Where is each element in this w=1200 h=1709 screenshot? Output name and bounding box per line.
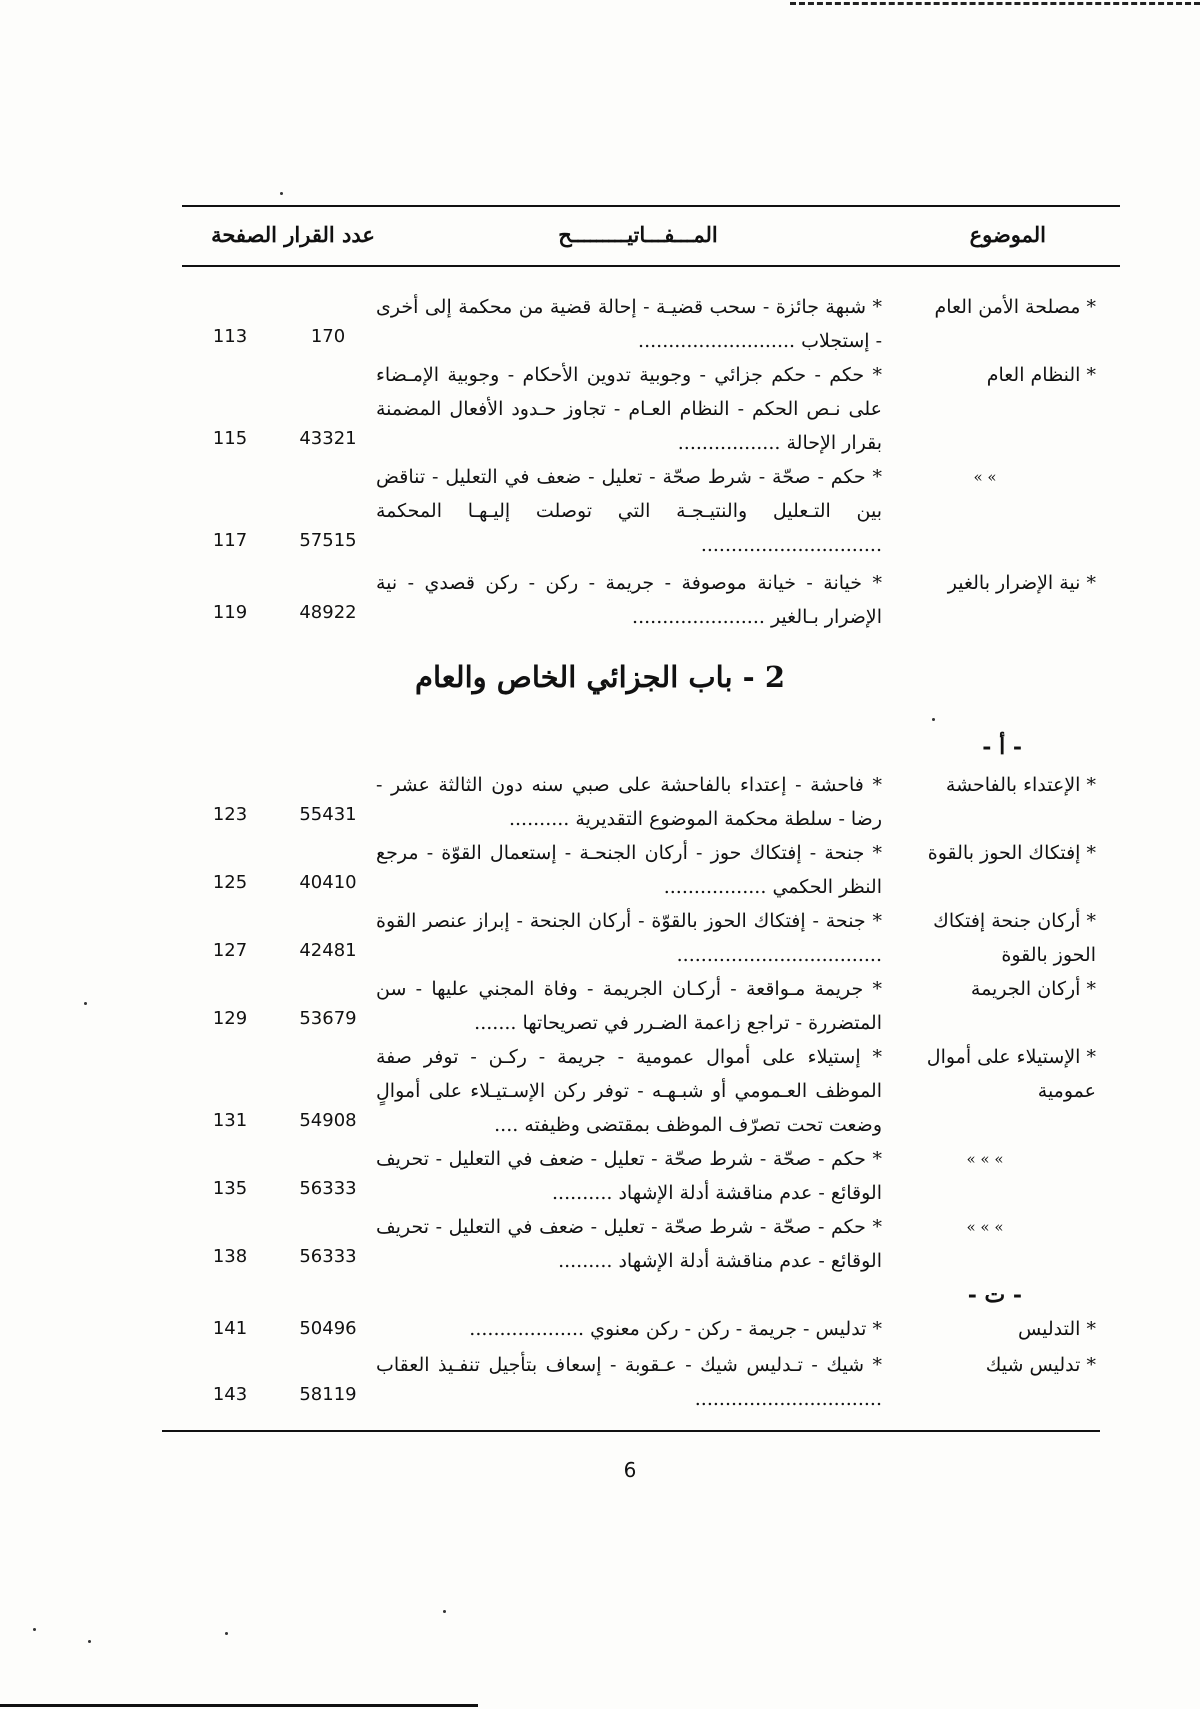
row-page: 115	[212, 428, 248, 449]
scan-speck	[88, 1640, 91, 1643]
row-topic: * النظام العام	[986, 364, 1096, 386]
row-decision: 42481	[299, 940, 357, 961]
header-bottom-rule	[182, 265, 1120, 267]
letter-heading-t: - ت -	[967, 1282, 1022, 1308]
bottom-scan-edge	[0, 1704, 478, 1707]
row-page: 143	[212, 1384, 248, 1405]
row-keywords: * إستيلاء على أموال عمومية - جريمة - ركـن - توفر صفة الموظف العـمومي أو شبـهـه - توفر ركن الإسـتيـلاء على أموالٍ وضعت تحت تصرّف الموظف بمقتضى وظيفته ....	[376, 1046, 882, 1136]
row-topic: * التدليس	[1017, 1318, 1096, 1340]
row-page: 113	[212, 326, 248, 347]
section-title: 2 - باب الجزائي الخاص والعام	[414, 660, 785, 694]
scan-speck	[33, 1628, 36, 1631]
row-keywords: * تدليس - جريمة - ركن - ركن معنوي ...................	[469, 1318, 882, 1340]
row-page: 125	[212, 872, 248, 893]
row-keywords: * حكم - صحّة - شرط صحّة - تعليل - ضعف في التعليل - تحريف الوقائع - عدم مناقشة أدلة الإشهاد ..........	[376, 1148, 882, 1204]
row-decision: 57515	[299, 530, 357, 551]
row-decision: 53679	[299, 1008, 357, 1029]
row-topic-ditto: » » »	[966, 1218, 1004, 1236]
row-keywords: * حكم - صحّة - شرط صحّة - تعليل - ضعف في التعليل - تحريف الوقائع - عدم مناقشة أدلة الإشهاد .........	[376, 1216, 882, 1272]
row-decision: 43321	[299, 428, 357, 449]
scan-speck	[280, 192, 283, 195]
row-decision: 55431	[299, 804, 357, 825]
row-keywords: * جريمة مـواقعة - أركـان الجريمة - وفاة المجني عليها - سن المتضررة - تراجع زاعمة الضـرر في تصريحاتها .......	[376, 978, 882, 1034]
row-keywords: * حكم - حكم جزائي - وجوبية تدوين الأحكام - وجوبية الإمـضاء على نـص الحكم - النظام العـام - تجاوز حـدود الأفعال المضمنة بقرار الإحالة .................	[376, 364, 882, 454]
row-page: 119	[212, 602, 248, 623]
header-top-rule	[182, 205, 1120, 207]
row-keywords: * حكم - صحّة - شرط صحّة - تعليل - ضعف في التعليل - تناقض بين التـعليل والنتيـجـة التي توصلت إليـهـا المحكمة ..............................	[376, 466, 882, 556]
letter-heading-a: - أ -	[982, 734, 1022, 760]
footer-rule	[162, 1430, 1100, 1432]
row-decision: 58119	[299, 1384, 357, 1405]
top-dashed-border	[790, 2, 1200, 5]
row-decision: 56333	[299, 1178, 357, 1199]
row-topic: * أركان جنحة إفتكاك الحوز بالقوة	[933, 910, 1096, 966]
row-page: 138	[212, 1246, 248, 1267]
row-topic: * مصلحة الأمن العام	[934, 296, 1096, 318]
column-header-topic: الموضوع	[969, 222, 1046, 247]
row-page: 131	[212, 1110, 248, 1131]
scan-speck	[443, 1610, 446, 1613]
row-keywords: * خيانة - خيانة موصوفة - جريمة - ركن - ركن قصدي - نية الإضرار بـالغير ......................	[376, 572, 882, 628]
scan-speck	[932, 718, 935, 721]
row-page: 135	[212, 1178, 248, 1199]
column-header-decision-page: عدد القرار الصفحة	[211, 222, 375, 247]
row-topic: * الإعتداء بالفاحشة	[945, 774, 1096, 796]
row-decision: 48922	[299, 602, 357, 623]
row-topic: * نية الإضرار بالغير	[947, 572, 1096, 594]
row-topic-ditto: » »	[973, 468, 997, 486]
row-keywords: * شبهة جائزة - سحب قضيـة - إحالة قضية من محكمة إلى أخرى - إستجلاب ..........................	[376, 296, 882, 352]
row-decision: 54908	[299, 1110, 357, 1131]
row-topic: * تدليس شيك	[985, 1354, 1096, 1376]
row-page: 127	[212, 940, 248, 961]
row-decision: 56333	[299, 1246, 357, 1267]
row-decision: 50496	[299, 1318, 357, 1339]
row-topic: * أركان الجريمة	[970, 978, 1096, 1000]
row-decision: 170	[310, 326, 346, 347]
row-keywords: * جنحة - إفتكاك الحوز بالقوّة - أركان الجنحة - إبراز عنصر القوة ..................................	[376, 910, 882, 966]
row-keywords: * فاحشة - إعتداء بالفاحشة على صبي سنه دون الثالثة عشر - رضا - سلطة محكمة الموضوع التقديرية ..........	[376, 774, 882, 830]
row-page: 117	[212, 530, 248, 551]
row-topic: * الإستيلاء على أموال عمومية	[926, 1046, 1096, 1102]
row-page: 129	[212, 1008, 248, 1029]
scan-speck	[225, 1632, 228, 1635]
row-page: 141	[212, 1318, 248, 1339]
row-topic-ditto: » » »	[966, 1150, 1004, 1168]
row-keywords: * شيك - تـدليس شيك - عـقوبة - إسعاف بتأجيل تنفـيذ العقاب ...............................	[376, 1354, 882, 1410]
column-header-keywords: المـــفـــاتيـــــــــح	[558, 222, 718, 247]
row-topic: * إفتكاك الحوز بالقوة	[927, 842, 1096, 864]
page-number: 6	[623, 1458, 637, 1482]
scan-speck	[84, 1002, 87, 1005]
row-page: 123	[212, 804, 248, 825]
row-keywords: * جنحة - إفتكاك حوز - أركان الجنحـة - إستعمال القوّة - مرجع النظر الحكمي .................	[376, 842, 882, 898]
row-decision: 40410	[299, 872, 357, 893]
